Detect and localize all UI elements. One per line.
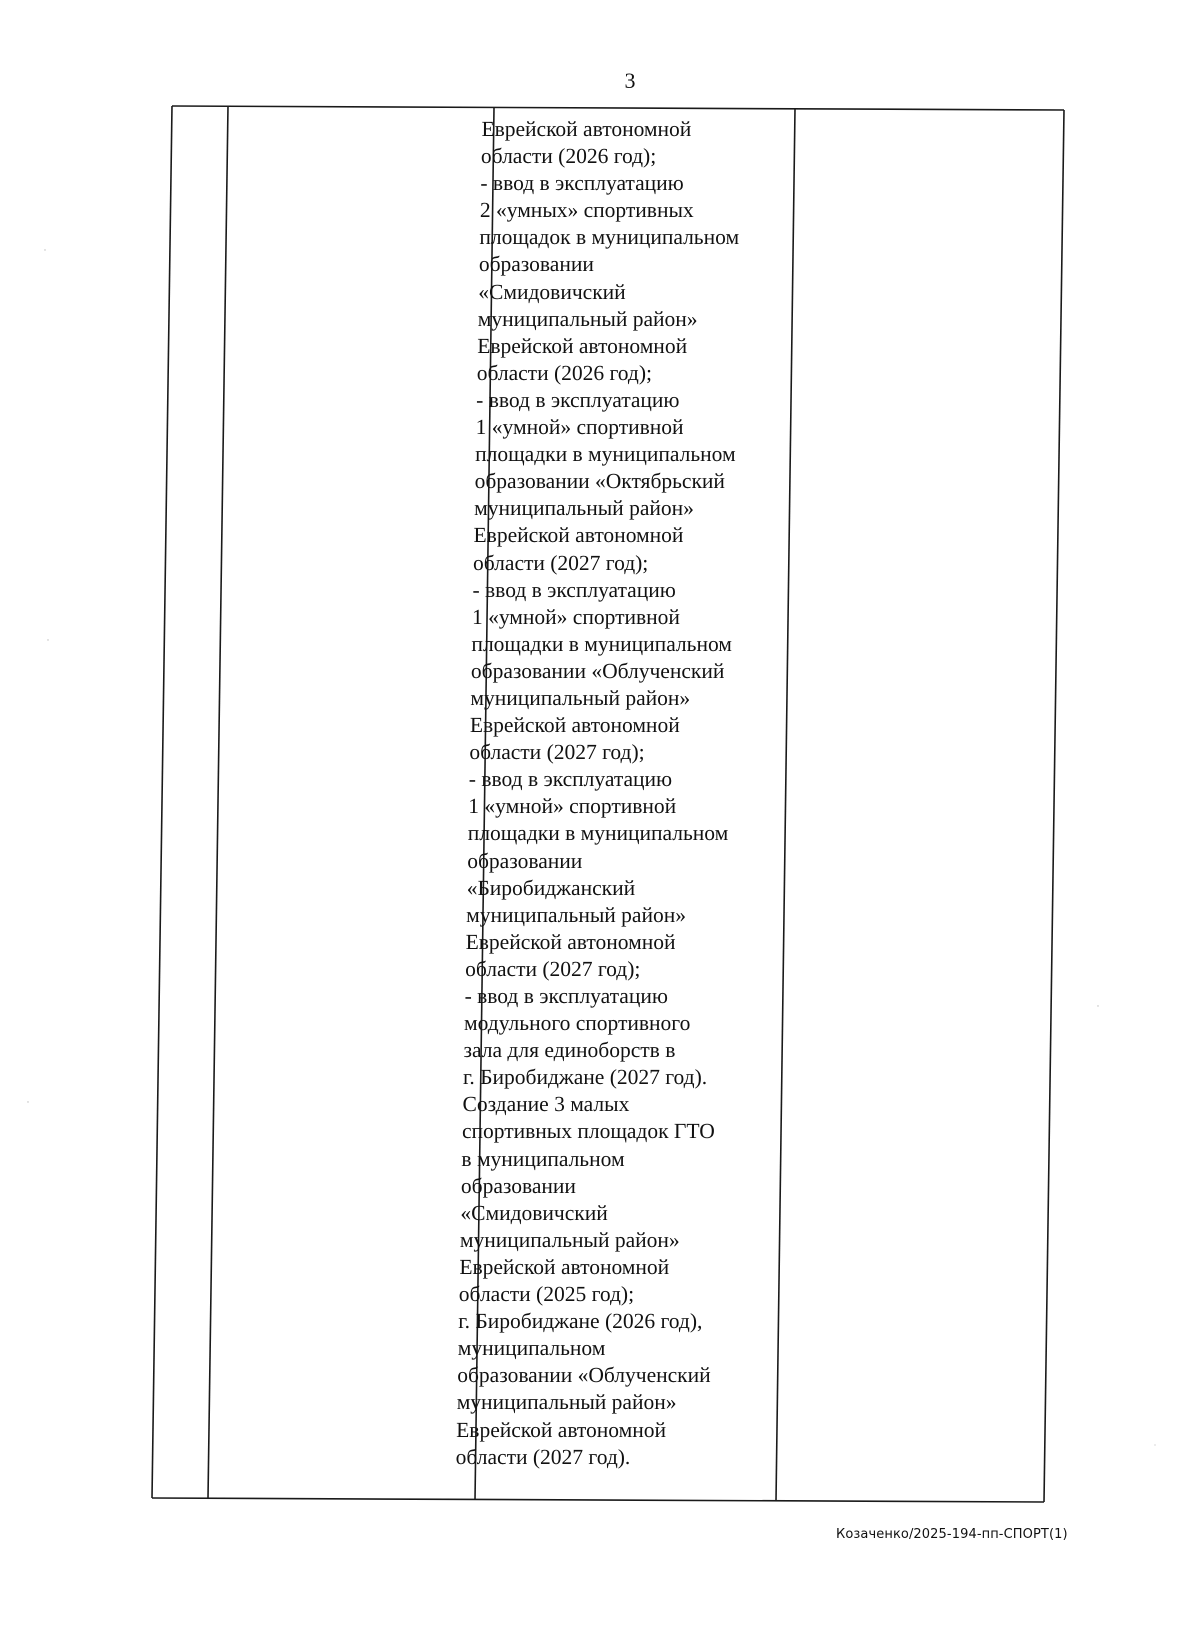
document-reference: Козаченко/2025-194-пп-СПОРТ(1) — [836, 1527, 1068, 1542]
cell-line: муниципальный район» — [477, 306, 698, 331]
cell-line: «Смидовичский — [478, 279, 626, 304]
cell-line: образовании — [467, 848, 583, 873]
cell-line: зала для единоборств в — [463, 1038, 676, 1063]
cell-line: 1 «умной» спортивной — [468, 794, 677, 819]
cell-line: Еврейской автономной — [473, 523, 684, 548]
cell-line: 2 «умных» спортивных — [479, 198, 694, 223]
cell-line: 1 «умной» спортивной — [471, 604, 680, 629]
cell-line: Еврейской автономной — [465, 929, 676, 954]
table-top-border — [172, 106, 1064, 110]
cell-line: площадки в муниципальном — [467, 821, 729, 846]
cell-line: Еврейской автономной — [481, 117, 692, 141]
cell-line: муниципальный район» — [459, 1227, 680, 1252]
cell-line: - ввод в эксплуатацию — [480, 171, 684, 196]
cell-line: - ввод в эксплуатацию — [472, 577, 676, 602]
cell-line: образовании «Облученский — [457, 1363, 711, 1388]
cell-line: области (2027 год); — [469, 740, 645, 765]
cell-line: Еврейской автономной — [459, 1254, 670, 1279]
cell-line: муниципальный район» — [466, 902, 687, 927]
cell-line: Еврейской автономной — [477, 333, 688, 358]
cell-line: 1 «умной» спортивной — [475, 415, 684, 440]
cell-line: - ввод в эксплуатацию — [476, 387, 680, 412]
table-right-border — [1044, 110, 1064, 1502]
cell-line: - ввод в эксплуатацию — [464, 984, 669, 1008]
table-left-border — [152, 106, 172, 1498]
cell-line: муниципальный район» — [470, 685, 691, 710]
column-divider-1 — [208, 106, 228, 1498]
cell-line: области (2026 год); — [476, 360, 653, 385]
cell-line: области (2027 год); — [465, 956, 641, 981]
cell-line: муниципальном — [457, 1336, 606, 1361]
cell-line: образовании «Облученский — [470, 658, 725, 683]
cell-line: области (2027 год). — [455, 1444, 631, 1469]
cell-line: г. Биробиджане (2026 год), — [458, 1309, 703, 1334]
page-number: 3 — [624, 68, 636, 93]
cell-line: в муниципальном — [461, 1146, 625, 1171]
cell-line: г. Биробиджане (2027 год). — [462, 1065, 708, 1090]
cell-line: образовании «Октябрьский — [474, 469, 726, 494]
cell-line: Создание 3 малых — [462, 1092, 630, 1117]
table-cell-text — [455, 116, 781, 1471]
cell-line: площадки в муниципальном — [471, 631, 733, 656]
cell-line: области (2025 год); — [458, 1282, 635, 1307]
cell-line: «Смидовичский — [460, 1200, 608, 1225]
cell-line: образовании — [478, 252, 594, 277]
cell-line: муниципальный район» — [474, 496, 694, 521]
cell-line: образовании — [460, 1173, 577, 1198]
cell-line: муниципальный район» — [456, 1390, 677, 1415]
cell-line: - ввод в эксплуатацию — [468, 767, 673, 792]
cell-line: области (2027 год); — [472, 550, 649, 575]
cell-line: площадки в муниципальном — [475, 442, 736, 467]
cell-line: Еврейской автономной — [469, 713, 680, 738]
table-bottom-border — [152, 1498, 1044, 1502]
cell-line: спортивных площадок ГТО — [461, 1119, 715, 1144]
cell-line: модульного спортивного — [464, 1011, 691, 1036]
cell-line: площадок в муниципальном — [479, 225, 740, 250]
cell-line: области (2026 год); — [480, 144, 657, 169]
cell-line: Еврейской автономной — [456, 1417, 667, 1442]
cell-line: «Биробиджанский — [466, 875, 636, 900]
